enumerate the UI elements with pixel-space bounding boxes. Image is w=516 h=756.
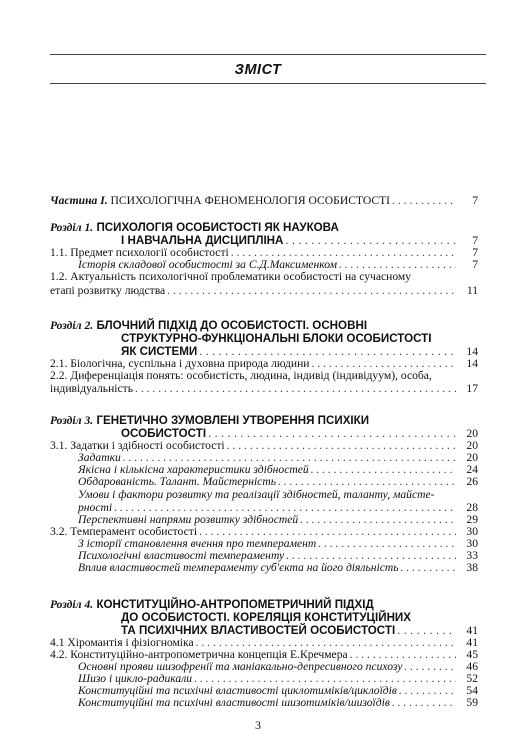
toc-item-3-1-e[interactable]: Перспективні напрями розвитку здібностей . . . 29: [78, 513, 478, 527]
toc-section-4[interactable]: ТА ПСИХІЧНИХ ВЛАСТИВОСТЕЙ ОСОБИСТОСТІ . . . 41: [121, 624, 478, 638]
toc-item-3-1-b[interactable]: Якісна і кількісна характеристики здібностей . . . 24: [78, 463, 478, 477]
toc-item-3-1-c[interactable]: Обдарованість. Талант. Майстерність . . . 26: [78, 475, 478, 489]
toc-section-4-heading: Розділ 4. КОНСТИТУЦІЙНО-АНТРОПОМЕТРИЧНИЙ ПІДХІД: [50, 598, 374, 611]
title-rule: [50, 83, 486, 84]
toc-item-2-2-line1: 2.2. Диференціація понять: особистість, людина, індивід (індивідуум), особа,: [50, 369, 432, 382]
toc-item-1-1-sub[interactable]: Історія складової особистості за С.Д.Максименком . . . 7: [78, 258, 478, 272]
toc-item-4-2-d[interactable]: Конституційні та психічні властивості шизотиміків/шизоїдів . . . 59: [78, 696, 478, 710]
toc-section-4-heading-l2: ДО ОСОБИСТОСТІ. КОРЕЛЯЦІЯ КОНСТИТУЦІЙНИХ: [121, 611, 412, 624]
toc-item-1-2-line1: 1.2. Актуальність психологічної проблематики особистості на сучасному: [50, 270, 412, 283]
toc-item-4-2-c[interactable]: Конституційні та психічні властивості циклотиміків/циклоїдів . . . 54: [78, 684, 478, 698]
page-number: 3: [255, 718, 261, 732]
toc-page: 7: [472, 194, 478, 207]
toc-item-3-2[interactable]: 3.2. Темперамент особистості . . . 30: [50, 525, 478, 539]
toc-section-1-heading: Розділ 1. ПСИХОЛОГІЯ ОСОБИСТОСТІ ЯК НАУКОВА: [50, 221, 339, 234]
toc-item-4-2-a[interactable]: Основні прояви шизофренії та маніакально-депресивного психозу . . . 46: [78, 660, 478, 674]
top-rule: [50, 54, 486, 55]
toc-section-3-heading: Розділ 3. ГЕНЕТИЧНО ЗУМОВЛЕНІ УТВОРЕННЯ ПСИХІКИ: [50, 414, 370, 427]
toc-item-3-2-b[interactable]: Психологічні властивості темпераменту . . . 33: [78, 549, 478, 563]
toc-section-2-heading-l2: СТРУКТУРНО-ФУНКЦІОНАЛЬНІ БЛОКИ ОСОБИСТОСТІ: [121, 332, 432, 345]
part-label: Частина І.: [50, 194, 108, 207]
toc-item-4-2[interactable]: 4.2. Конституційно-антропометрична концепція Е.Кречмера . . . 45: [50, 648, 478, 662]
toc-part-1[interactable]: [50, 194, 478, 208]
toc-item-2-2[interactable]: індивідуальність . . . 17: [50, 382, 478, 396]
toc-item-3-1-d-line1: Умови і фактори розвитку та реалізації здібностей, таланту, майсте-: [78, 488, 435, 501]
toc-item-2-1[interactable]: 2.1. Біологічна, суспільна і духовна природа людини . . . 14: [50, 357, 478, 371]
page-title: ЗМІСТ: [234, 62, 282, 78]
toc-section-1[interactable]: І НАВЧАЛЬНА ДИСЦИПЛІНА . . . 7: [121, 234, 478, 248]
toc-item-3-2-c[interactable]: Вплив властивостей темпераменту суб'єкта на його діяльність . . . 38: [78, 561, 478, 575]
toc-item-3-2-a[interactable]: З історії становлення вчення про темперамент . . . 30: [78, 537, 478, 551]
toc-section-2[interactable]: ЯК СИСТЕМИ . . . 14: [121, 345, 478, 359]
toc-item-4-2-b[interactable]: Шизо і циклo-радикали . . . 52: [78, 672, 478, 686]
part-title: ПСИХОЛОГІЧНА ФЕНОМЕНОЛОГІЯ ОСОБИСТОСТІ: [110, 194, 391, 207]
toc-section-2-heading: Розділ 2. БЛОЧНИЙ ПІДХІД ДО ОСОБИСТОСТІ. ОСНОВНІ: [50, 319, 368, 332]
toc-section-3[interactable]: ОСОБИСТОСТІ . . . 20: [121, 427, 478, 441]
toc-item-1-1[interactable]: 1.1. Предмет психології особистості . . . 7: [50, 246, 478, 260]
toc-item-3-1-a[interactable]: Задатки . . . 20: [78, 451, 478, 465]
toc-item-3-1[interactable]: 3.1. Задатки і здібності особистості . . . 20: [50, 439, 478, 453]
toc-item-3-1-d[interactable]: рності . . . 28: [78, 501, 478, 515]
toc-item-4-1[interactable]: 4.1 Хіромантія і фізіогноміка . . . 41: [50, 636, 478, 650]
toc-item-1-2[interactable]: етапі розвитку людства . . . 11: [50, 284, 478, 298]
